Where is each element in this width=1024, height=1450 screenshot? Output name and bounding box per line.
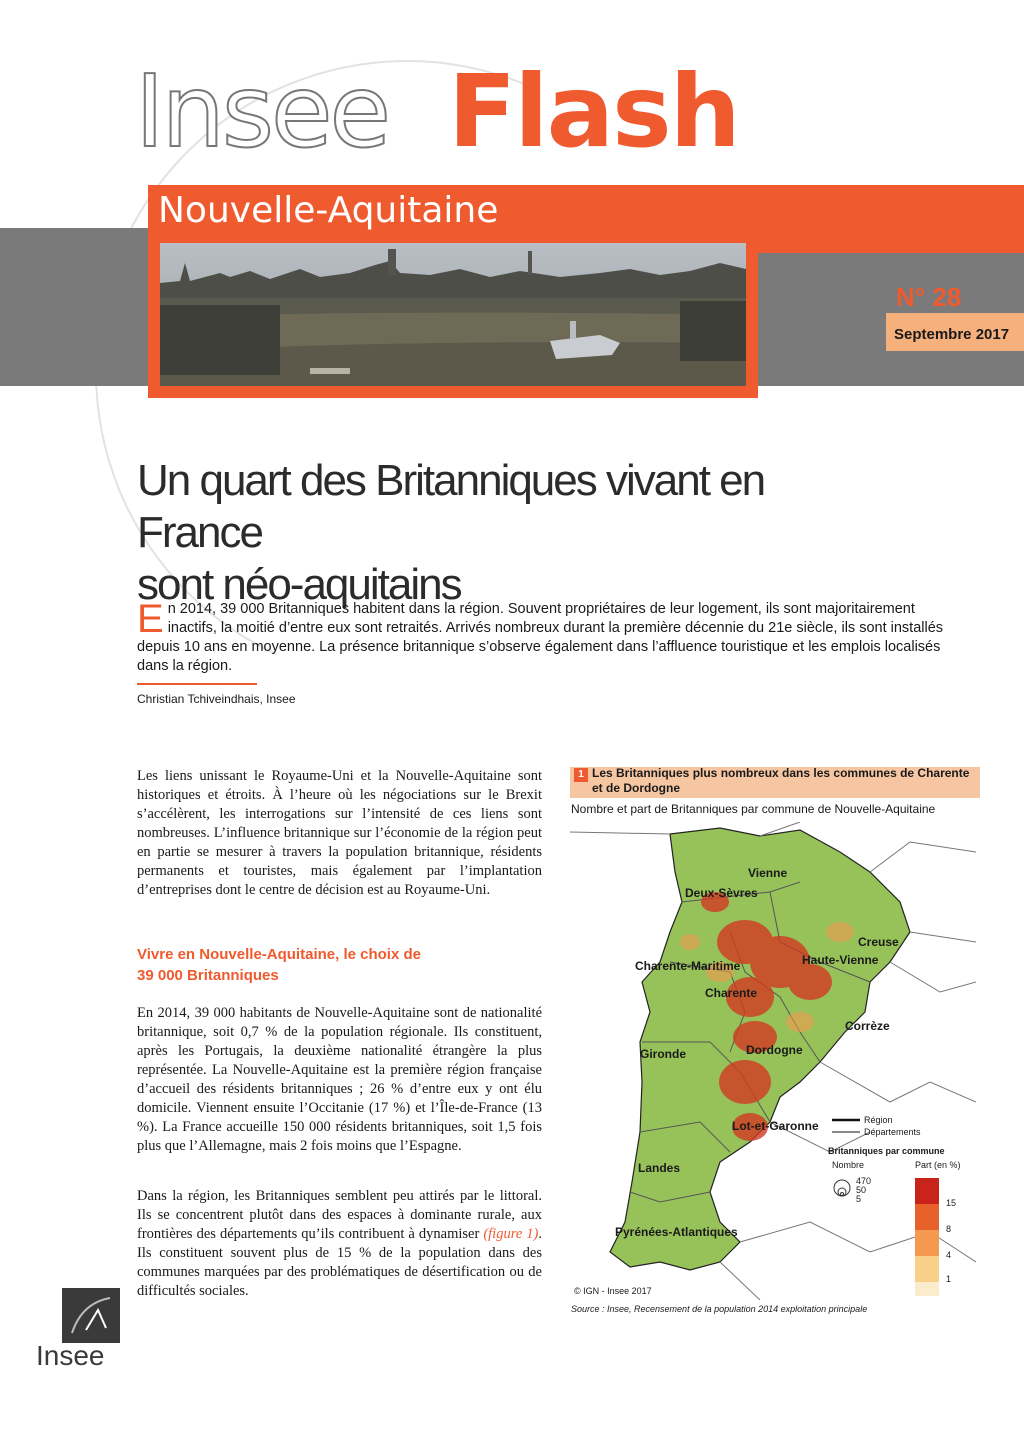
legend-class-value: 1 — [946, 1274, 952, 1284]
map-label-creuse: Creuse — [858, 935, 899, 949]
issue-date: Septembre 2017 — [894, 326, 1010, 343]
insee-logo-text: Insee — [36, 1340, 105, 1371]
map-copyright: © IGN - Insee 2017 — [574, 1286, 652, 1296]
brand-insee: Insee — [135, 53, 389, 170]
map-label-landes: Landes — [638, 1161, 681, 1175]
legend-class-swatch-2 — [915, 1204, 939, 1230]
figure-subtitle: Nombre et part de Britanniques par commune de Nouvelle-Aquitaine — [571, 802, 936, 816]
legend-class-swatch-4 — [915, 1256, 939, 1282]
map-label-charente: Charente — [705, 986, 758, 1000]
figure-source: Source : Insee, Recensement de la population 2014 exploitation principale — [571, 1304, 868, 1314]
body-paragraph-1 — [137, 767, 542, 900]
map-label-haute-vienne: Haute-Vienne — [802, 953, 879, 967]
map-label-gironde: Gironde — [640, 1047, 687, 1061]
insee-logo-mark — [62, 1288, 120, 1343]
legend-class-swatch-3 — [915, 1230, 939, 1256]
section-heading-line1: Vivre en Nouvelle-Aquitaine, le choix de — [137, 946, 421, 963]
legend-class-value: 15 — [946, 1198, 957, 1208]
lead-paragraph — [137, 597, 957, 676]
map-label-correze: Corrèze — [845, 1019, 890, 1033]
article-title — [137, 455, 897, 611]
legend-nombre-label: Nombre — [832, 1160, 865, 1170]
map-label-lot-et-garonne: Lot-et-Garonne — [732, 1119, 819, 1133]
author-line: Christian Tchiveindhais, Insee — [137, 692, 296, 706]
article-title-line1: Un quart des Britanniques vivant en France — [137, 456, 765, 557]
figure-reference-link[interactable]: (figure 1) — [483, 1226, 539, 1242]
legend-region-label: Région — [864, 1115, 893, 1125]
map-figure — [570, 822, 976, 1300]
legend-class-swatch-1 — [915, 1178, 939, 1204]
section-heading — [137, 944, 537, 986]
paragraph-text: Les liens unissant le Royaume-Uni et la Nouvelle-Aquitaine sont historiques et étroits. À l’heure où les négociations sur le Brexit s’accélèrent, les interrogations sur l’intensité de ces liens sont nombreuses. L’influence britannique sur l’économie de la région peut en partie se mesurer à travers la population britannique, résidents permanents et touristes, mais également par l’implantation d’entreprises dont le centre de décision est au Royaume-Uni. — [137, 768, 542, 898]
body-paragraph-3 — [137, 1187, 542, 1301]
region-name: Nouvelle-Aquitaine — [158, 190, 499, 231]
legend-class-value: 4 — [946, 1250, 952, 1260]
legend-title: Britanniques par commune — [828, 1146, 945, 1156]
legend-departement-label: Départements — [864, 1127, 921, 1137]
paragraph-text: En 2014, 39 000 habitants de Nouvelle-Aquitaine sont de nationalité britannique, soit 0,7 % de la population régionale. Ils constituent, après les Portugais, la deuxième nationalité étrangère la plus représentée. La Nouvelle-Aquitaine est la première région française d’accueil des résidents britanniques ; 26 % d’entre eux y ont élu domicile. Viennent ensuite l’Occitanie (17 %) et l’Île-de-France (13 %). La France accueille 150 000 résidents britanniques, soit 1,5 fois plus que l’Allemagne, mais 2 fois moins que l’Espagne. — [137, 1005, 542, 1154]
figure-title: Les Britanniques plus nombreux dans les communes de Charente et de Dordogne — [592, 766, 970, 795]
paragraph-text-end: . Ils constituent souvent plus de 15 % de la population dans des communes marquées par des problématiques de désertification ou de difficultés sociales. — [137, 1226, 542, 1299]
legend-class-swatch-5 — [915, 1282, 939, 1296]
article-title-line2: sont néo-aquitains — [137, 560, 461, 609]
lead-dropcap: E — [137, 597, 164, 641]
issue-number: N° 28 — [896, 282, 962, 312]
brand-flash: Flash — [448, 53, 739, 170]
cover-photo — [160, 243, 746, 386]
paragraph-text-start: Dans la région, les Britanniques semblent peu attirés par le littoral. Ils se concentrent plutôt dans des espaces à dominante rurale, aux frontières des départements qu’ils contribuent à dynamiser — [137, 1188, 542, 1242]
legend-size-value: 5 — [856, 1194, 862, 1204]
body-paragraph-2 — [137, 1004, 542, 1156]
map-label-vienne: Vienne — [748, 866, 788, 880]
legend-size-value: 50 — [856, 1185, 867, 1195]
map-label-pyrenees-atlantiques: Pyrénées-Atlantiques — [615, 1225, 738, 1239]
lead-text: n 2014, 39 000 Britanniques habitent dans la région. Souvent propriétaires de leur logement, ils sont majoritairement inactifs, la moitié d’entre eux sont retraités. Arrivés nombreux durant la première décennie du 21e siècle, ils sont installés depuis 10 ans en moyenne. La présence britannique s’observe également dans l’affluence touristique et les emplois localisés dans la région. — [137, 601, 944, 674]
section-heading-line2: 39 000 Britanniques — [137, 967, 279, 984]
lead-underline — [137, 683, 257, 685]
map-label-dordogne: Dordogne — [746, 1043, 803, 1057]
map-label-charente-maritime: Charente-Maritime — [635, 959, 741, 973]
legend-part-label: Part (en %) — [915, 1160, 961, 1170]
map-label-deux-sevres: Deux-Sèvres — [685, 886, 758, 900]
legend-class-value: 8 — [946, 1224, 952, 1234]
legend-size-value: 470 — [856, 1176, 872, 1186]
figure-number-badge: 1 — [574, 768, 588, 782]
